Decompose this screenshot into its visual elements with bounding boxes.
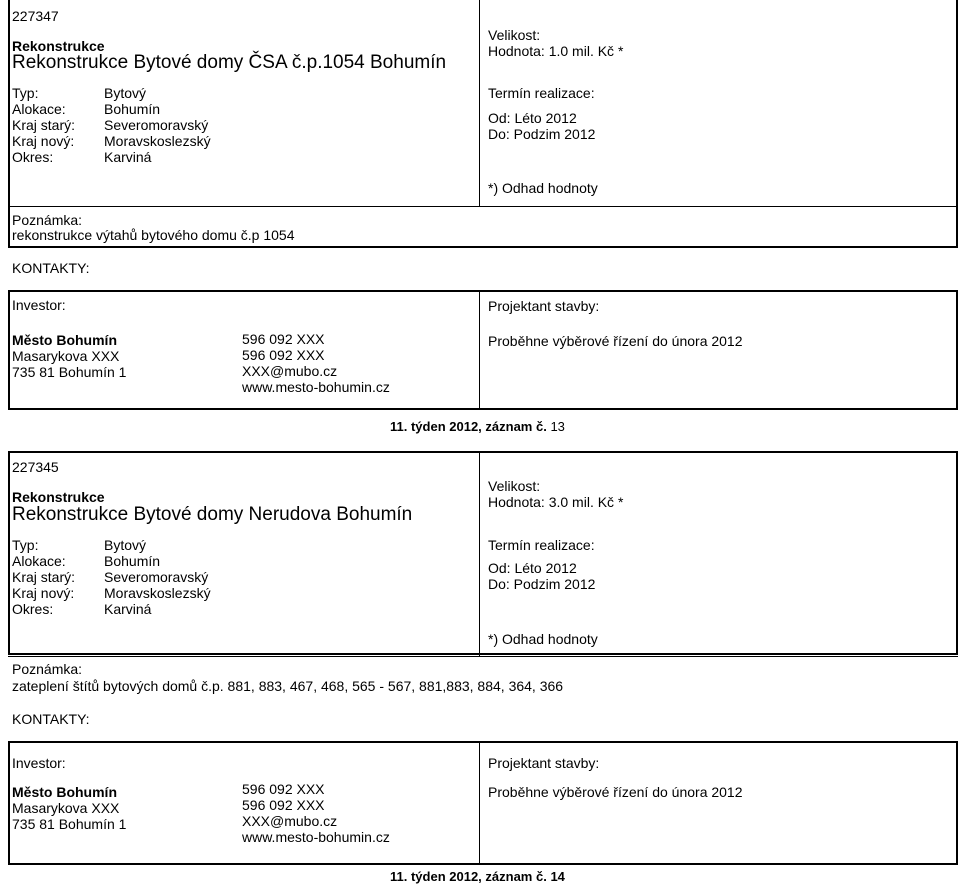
web-link[interactable]: www.mesto-bohumin.cz: [242, 379, 390, 395]
field-label: Alokace:: [12, 101, 66, 117]
field-label: Kraj nový:: [12, 133, 75, 149]
footer-week: 11. týden 2012, záznam č.: [390, 419, 547, 434]
field-label: Kraj starý:: [12, 117, 76, 133]
row-divider: [8, 656, 958, 657]
note-text: rekonstrukce výtahů bytového domu č.p 1054: [12, 227, 295, 243]
footer-record-number: 13: [550, 419, 565, 434]
investor-city: 735 81 Bohumín 1: [12, 364, 127, 380]
column-divider: [479, 0, 480, 206]
record-id: 227345: [12, 459, 59, 475]
email-link[interactable]: XXX@mubo.cz: [242, 813, 338, 829]
investor-city: 735 81 Bohumín 1: [12, 816, 127, 832]
note-text: zateplení štítů bytových domů č.p. 881, 883, 467, 468, 565 - 567, 881,883, 884, 364, 366: [12, 678, 564, 694]
size-label: Velikost:: [488, 478, 541, 494]
term-to: Do: Podzim 2012: [488, 576, 596, 592]
column-divider: [479, 290, 480, 410]
term-from: Od: Léto 2012: [488, 110, 577, 126]
contacts-label: KONTAKTY:: [12, 260, 90, 276]
record-title: Rekonstrukce Bytové domy ČSA č.p.1054 Bohumín: [12, 52, 447, 73]
field-value: Karviná: [104, 601, 152, 617]
record-category: Rekonstrukce: [12, 489, 105, 505]
field-value: Karviná: [104, 149, 152, 165]
phone-2: 596 092 XXX: [242, 347, 325, 363]
term-label: Termín realizace:: [488, 537, 595, 553]
designer-label: Projektant stavby:: [488, 298, 600, 314]
footer-week: 11. týden 2012, záznam č.: [390, 869, 547, 884]
field-value: Severomoravský: [104, 117, 209, 133]
field-value: Bytový: [104, 537, 147, 553]
investor-street: Masarykova XXX: [12, 348, 120, 364]
field-label: Typ:: [12, 85, 39, 101]
field-label: Alokace:: [12, 553, 66, 569]
field-value: Moravskoslezský: [104, 585, 211, 601]
investor-name: Město Bohumín: [12, 332, 117, 348]
field-label: Kraj nový:: [12, 585, 75, 601]
record-category: Rekonstrukce: [12, 38, 105, 54]
field-label: Okres:: [12, 149, 54, 165]
investor-name: Město Bohumín: [12, 784, 117, 800]
field-label: Okres:: [12, 601, 54, 617]
phone-1: 596 092 XXX: [242, 781, 325, 797]
footer-record-number: 14: [550, 869, 565, 884]
value-text: Hodnota: 3.0 mil. Kč *: [488, 494, 624, 510]
phone-2: 596 092 XXX: [242, 797, 325, 813]
phone-1: 596 092 XXX: [242, 331, 325, 347]
estimate-note: *) Odhad hodnoty: [488, 631, 598, 647]
field-label: Typ:: [12, 537, 39, 553]
row-divider: [8, 206, 958, 207]
record-title: Rekonstrukce Bytové domy Nerudova Bohumín: [12, 504, 413, 525]
email-link[interactable]: XXX@mubo.cz: [242, 363, 338, 379]
contacts-box: [8, 741, 958, 865]
field-value: Moravskoslezský: [104, 133, 211, 149]
term-to: Do: Podzim 2012: [488, 126, 596, 142]
value-text: Hodnota: 1.0 mil. Kč *: [488, 43, 624, 59]
field-value: Bohumín: [104, 101, 161, 117]
designer-text: Proběhne výběrové řízení do února 2012: [488, 333, 743, 349]
field-value: Bohumín: [104, 553, 161, 569]
investor-label: Investor:: [12, 297, 66, 313]
estimate-note: *) Odhad hodnoty: [488, 180, 598, 196]
contacts-label: KONTAKTY:: [12, 711, 90, 727]
investor-street: Masarykova XXX: [12, 800, 120, 816]
field-value: Severomoravský: [104, 569, 209, 585]
designer-label: Projektant stavby:: [488, 755, 600, 771]
note-label: Poznámka:: [12, 661, 83, 677]
field-value: Bytový: [104, 85, 147, 101]
investor-label: Investor:: [12, 755, 66, 771]
size-label: Velikost:: [488, 27, 541, 43]
record-footer: [390, 419, 565, 435]
contacts-box: [8, 290, 958, 410]
note-label: Poznámka:: [12, 212, 83, 228]
record-footer: [390, 869, 565, 885]
field-label: Kraj starý:: [12, 569, 76, 585]
web-link[interactable]: www.mesto-bohumin.cz: [242, 829, 390, 845]
term-from: Od: Léto 2012: [488, 560, 577, 576]
designer-text: Proběhne výběrové řízení do února 2012: [488, 784, 743, 800]
column-divider: [479, 741, 480, 865]
column-divider: [479, 451, 480, 656]
record-id: 227347: [12, 8, 59, 24]
term-label: Termín realizace:: [488, 85, 595, 101]
